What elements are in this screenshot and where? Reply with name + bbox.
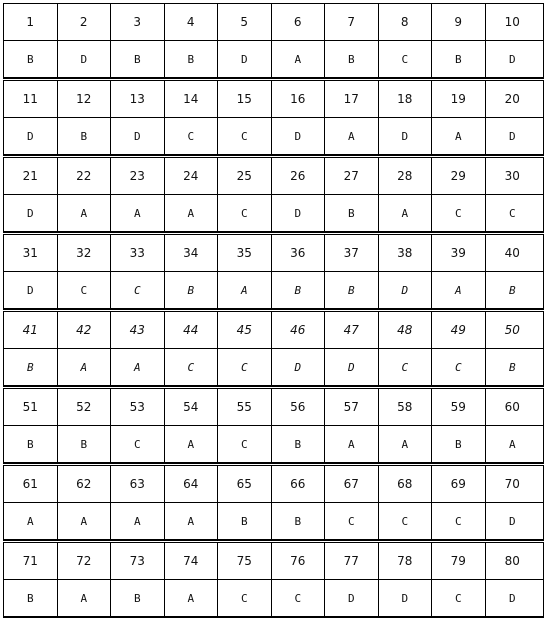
answer-cell: A [165, 195, 219, 231]
question-number-cell: 65 [218, 466, 272, 502]
question-block [3, 311, 544, 387]
question-number-cell: 15 [218, 81, 272, 117]
question-number-cell: 53 [111, 389, 165, 425]
question-number-cell: 70 [504, 477, 520, 491]
answer-cell: C [111, 272, 165, 308]
question-block [3, 157, 544, 233]
question-block [3, 388, 544, 464]
question-number-cell: 1 [4, 4, 58, 40]
question-number-row [4, 312, 543, 349]
answer-cell: C [325, 503, 379, 539]
question-number-cell: 16 [272, 81, 326, 117]
answer-row [4, 349, 543, 385]
question-number-cell: 43 [111, 312, 165, 348]
answer-cell: C [379, 41, 433, 77]
answer-row [4, 426, 543, 462]
question-number-cell: 57 [325, 389, 379, 425]
question-number-cell: 26 [272, 158, 326, 194]
answer-cell: D [379, 580, 433, 616]
answer-cell: C [218, 580, 272, 616]
answer-cell: D [111, 118, 165, 154]
question-number-cell: 52 [58, 389, 112, 425]
question-number-cell: 34 [165, 235, 219, 271]
answer-cell: A [111, 503, 165, 539]
question-block [3, 234, 544, 310]
question-number-cell: 39 [432, 235, 486, 271]
question-number-cell: 48 [379, 312, 433, 348]
answer-cell: A [325, 118, 379, 154]
answer-cell: C [111, 426, 165, 462]
answer-cell: B [432, 41, 486, 77]
answer-row [4, 118, 543, 154]
question-number-cell: 77 [325, 543, 379, 579]
answer-row [4, 272, 543, 308]
answer-cell: D [508, 129, 516, 143]
answer-cell: D [379, 118, 433, 154]
question-number-cell: 24 [165, 158, 219, 194]
question-number-cell: 8 [379, 4, 433, 40]
question-number-row [4, 389, 543, 426]
question-number-cell: 41 [4, 312, 58, 348]
question-number-cell: 32 [58, 235, 112, 271]
question-number-cell: 18 [379, 81, 433, 117]
answer-cell: B [165, 41, 219, 77]
answer-cell: B [272, 272, 326, 308]
question-number-cell: 68 [379, 466, 433, 502]
answer-cell: C [432, 195, 486, 231]
answer-cell: B [4, 580, 58, 616]
answer-cell: B [58, 426, 112, 462]
question-number-cell: 61 [4, 466, 58, 502]
answer-cell: D [508, 591, 516, 605]
question-number-row [4, 466, 543, 503]
answer-cell: B [58, 118, 112, 154]
answer-cell: D [325, 349, 379, 385]
answer-cell: A [432, 118, 486, 154]
question-number-cell: 63 [111, 466, 165, 502]
question-number-cell: 66 [272, 466, 326, 502]
question-number-cell: 73 [111, 543, 165, 579]
question-number-row [4, 158, 543, 195]
question-number-row [4, 81, 543, 118]
answer-cell: B [4, 426, 58, 462]
answer-cell: B [165, 272, 219, 308]
answer-cell: D [4, 118, 58, 154]
answer-cell: B [111, 580, 165, 616]
question-number-cell: 59 [432, 389, 486, 425]
question-block [3, 80, 544, 156]
answer-cell: A [508, 437, 516, 451]
answer-cell: C [272, 580, 326, 616]
answer-cell: D [4, 272, 58, 308]
answer-cell: C [432, 580, 486, 616]
question-number-cell: 3 [111, 4, 165, 40]
question-number-cell: 49 [432, 312, 486, 348]
answer-cell: C [218, 426, 272, 462]
answer-cell: B [272, 426, 326, 462]
question-number-cell: 21 [4, 158, 58, 194]
question-number-cell: 35 [218, 235, 272, 271]
question-number-cell: 13 [111, 81, 165, 117]
question-number-cell: 19 [432, 81, 486, 117]
answer-cell: B [432, 426, 486, 462]
answer-cell: D [379, 272, 433, 308]
answer-row [4, 195, 543, 231]
question-number-cell: 71 [4, 543, 58, 579]
answer-cell: D [58, 41, 112, 77]
question-number-cell: 44 [165, 312, 219, 348]
answer-cell: A [379, 426, 433, 462]
answer-cell: B [508, 283, 516, 297]
answer-cell: A [432, 272, 486, 308]
question-number-cell: 14 [165, 81, 219, 117]
question-number-cell: 6 [272, 4, 326, 40]
question-number-cell: 29 [432, 158, 486, 194]
question-number-cell: 54 [165, 389, 219, 425]
question-number-cell: 9 [432, 4, 486, 40]
answer-cell: A [165, 580, 219, 616]
answer-cell: C [218, 349, 272, 385]
question-number-cell: 4 [165, 4, 219, 40]
answer-cell: B [325, 272, 379, 308]
question-number-cell: 22 [58, 158, 112, 194]
answer-cell: D [508, 52, 516, 66]
question-number-cell: 78 [379, 543, 433, 579]
question-number-cell: 27 [325, 158, 379, 194]
answer-cell: D [325, 580, 379, 616]
answer-cell: C [379, 349, 433, 385]
question-number-cell: 30 [504, 169, 520, 183]
question-number-cell: 36 [272, 235, 326, 271]
question-number-cell: 50 [504, 323, 520, 337]
answer-key-table [3, 3, 544, 618]
question-number-cell: 62 [58, 466, 112, 502]
question-number-cell: 60 [504, 400, 520, 414]
question-number-row [4, 4, 543, 41]
answer-row [4, 503, 543, 539]
question-number-cell: 10 [504, 15, 520, 29]
answer-cell: C [379, 503, 433, 539]
answer-cell: D [218, 41, 272, 77]
answer-cell: A [58, 503, 112, 539]
answer-cell: D [508, 514, 516, 528]
question-number-cell: 31 [4, 235, 58, 271]
answer-cell: D [272, 195, 326, 231]
question-number-cell: 47 [325, 312, 379, 348]
question-number-cell: 33 [111, 235, 165, 271]
answer-cell: B [325, 41, 379, 77]
question-number-cell: 74 [165, 543, 219, 579]
question-number-cell: 45 [218, 312, 272, 348]
answer-cell: A [379, 195, 433, 231]
question-number-cell: 76 [272, 543, 326, 579]
question-number-cell: 40 [504, 246, 520, 260]
answer-cell: C [432, 349, 486, 385]
answer-cell: B [272, 503, 326, 539]
answer-cell: B [4, 41, 58, 77]
question-number-row [4, 235, 543, 272]
answer-cell: C [432, 503, 486, 539]
question-block [3, 3, 544, 79]
question-number-row [4, 543, 543, 580]
question-number-cell: 17 [325, 81, 379, 117]
answer-cell: C [508, 206, 516, 220]
answer-row [4, 580, 543, 616]
answer-cell: C [218, 195, 272, 231]
answer-cell: A [218, 272, 272, 308]
question-number-cell: 20 [504, 92, 520, 106]
question-number-cell: 37 [325, 235, 379, 271]
question-number-cell: 5 [218, 4, 272, 40]
question-number-cell: 42 [58, 312, 112, 348]
answer-cell: B [218, 503, 272, 539]
answer-cell: A [272, 41, 326, 77]
question-number-cell: 56 [272, 389, 326, 425]
answer-cell: C [58, 272, 112, 308]
answer-cell: D [272, 118, 326, 154]
answer-cell: A [165, 426, 219, 462]
answer-cell: D [4, 195, 58, 231]
answer-cell: A [58, 195, 112, 231]
question-block [3, 465, 544, 541]
question-number-cell: 51 [4, 389, 58, 425]
question-number-cell: 11 [4, 81, 58, 117]
answer-cell: B [325, 195, 379, 231]
answer-cell: A [111, 195, 165, 231]
answer-cell: C [218, 118, 272, 154]
question-block [3, 542, 544, 618]
answer-cell: A [165, 503, 219, 539]
question-number-cell: 79 [432, 543, 486, 579]
question-number-cell: 28 [379, 158, 433, 194]
answer-cell: B [111, 41, 165, 77]
question-number-cell: 75 [218, 543, 272, 579]
question-number-cell: 67 [325, 466, 379, 502]
question-number-cell: 38 [379, 235, 433, 271]
question-number-cell: 80 [504, 554, 520, 568]
question-number-cell: 7 [325, 4, 379, 40]
answer-cell: D [272, 349, 326, 385]
answer-cell: A [111, 349, 165, 385]
answer-cell: A [58, 580, 112, 616]
question-number-cell: 2 [58, 4, 112, 40]
question-number-cell: 12 [58, 81, 112, 117]
question-number-cell: 25 [218, 158, 272, 194]
question-number-cell: 64 [165, 466, 219, 502]
question-number-cell: 55 [218, 389, 272, 425]
answer-cell: A [325, 426, 379, 462]
answer-cell: B [4, 349, 58, 385]
answer-cell: A [4, 503, 58, 539]
question-number-cell: 69 [432, 466, 486, 502]
answer-row [4, 41, 543, 77]
question-number-cell: 46 [272, 312, 326, 348]
question-number-cell: 58 [379, 389, 433, 425]
question-number-cell: 23 [111, 158, 165, 194]
answer-cell: C [165, 349, 219, 385]
answer-cell: B [508, 360, 516, 374]
question-number-cell: 72 [58, 543, 112, 579]
answer-cell: A [58, 349, 112, 385]
answer-cell: C [165, 118, 219, 154]
